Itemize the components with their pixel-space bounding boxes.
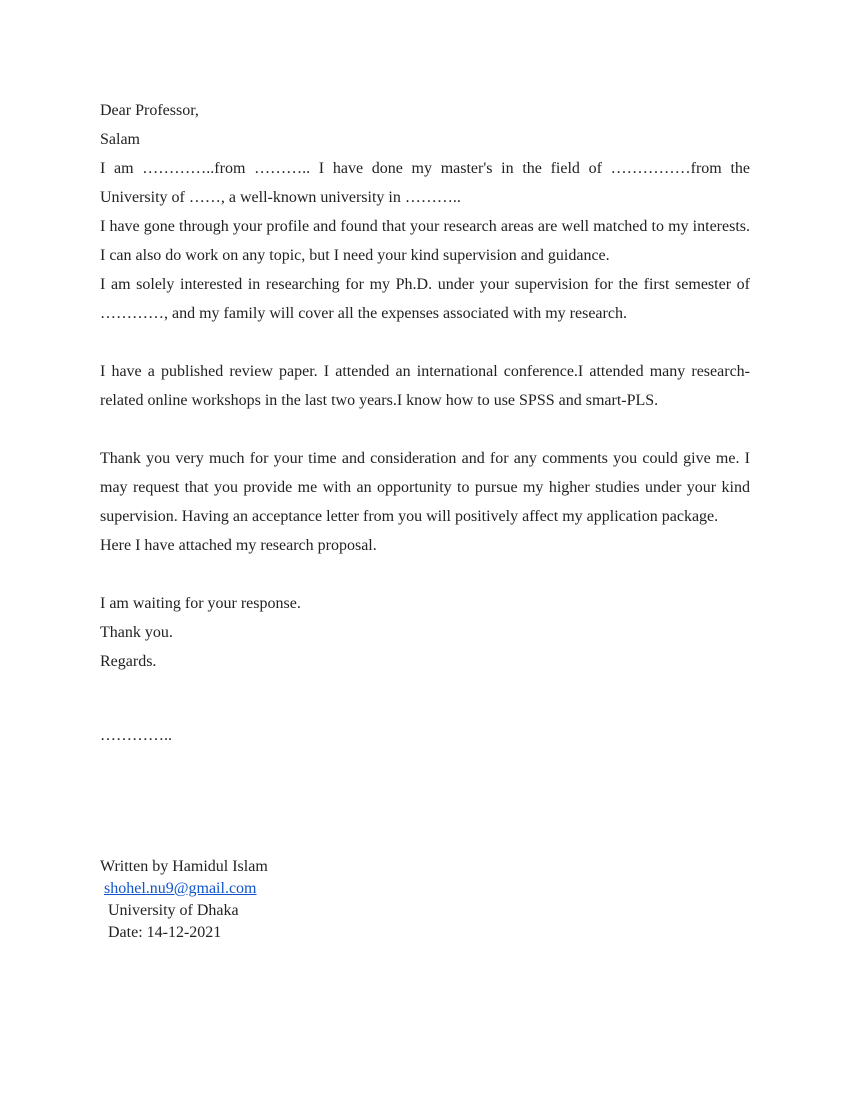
email-link[interactable]: shohel.nu9@gmail.com bbox=[104, 880, 257, 897]
greeting: Salam bbox=[100, 131, 140, 148]
author-line: Written by Hamidul Islam bbox=[100, 858, 268, 875]
date-line: Date: 14-12-2021 bbox=[108, 924, 222, 941]
spacer bbox=[100, 750, 750, 856]
footer bbox=[100, 856, 750, 944]
spacer bbox=[100, 560, 750, 589]
spacer bbox=[100, 676, 750, 721]
paragraph-experience: I have a published review paper. I attended an international conference.I attended many research-related online workshops in the last two years.I know how to use SPSS and smart-PLS. bbox=[100, 363, 750, 409]
letter-body bbox=[100, 96, 750, 944]
closing-waiting: I am waiting for your response. bbox=[100, 595, 301, 612]
closing-thanks: Thank you. bbox=[100, 624, 173, 641]
paragraph-attachment: Here I have attached my research proposal. bbox=[100, 537, 377, 554]
paragraph-profile: I have gone through your profile and found that your research areas are well matched to my interests. I can also do work on any topic, but I need your kind supervision and guidance. bbox=[100, 218, 750, 264]
signature-placeholder: ………….. bbox=[100, 727, 172, 744]
university-line: University of Dhaka bbox=[108, 902, 239, 919]
paragraph-interest: I am solely interested in researching for my Ph.D. under your supervision for the first semester of …………, and my family will cover all the expenses associated with my research. bbox=[100, 276, 750, 322]
spacer bbox=[100, 328, 750, 357]
paragraph-introduction: I am …………..from ……….. I have done my master's in the field of ……………from the University of ……, a well-known university in ……….. bbox=[100, 160, 750, 206]
paragraph-request: Thank you very much for your time and consideration and for any comments you could give me. I may request that you provide me with an opportunity to pursue my higher studies under your kind supervision. Having an acceptance letter from you will positively affect my application package. bbox=[100, 450, 750, 525]
salutation: Dear Professor, bbox=[100, 102, 199, 119]
closing-regards: Regards. bbox=[100, 653, 157, 670]
spacer bbox=[100, 415, 750, 444]
